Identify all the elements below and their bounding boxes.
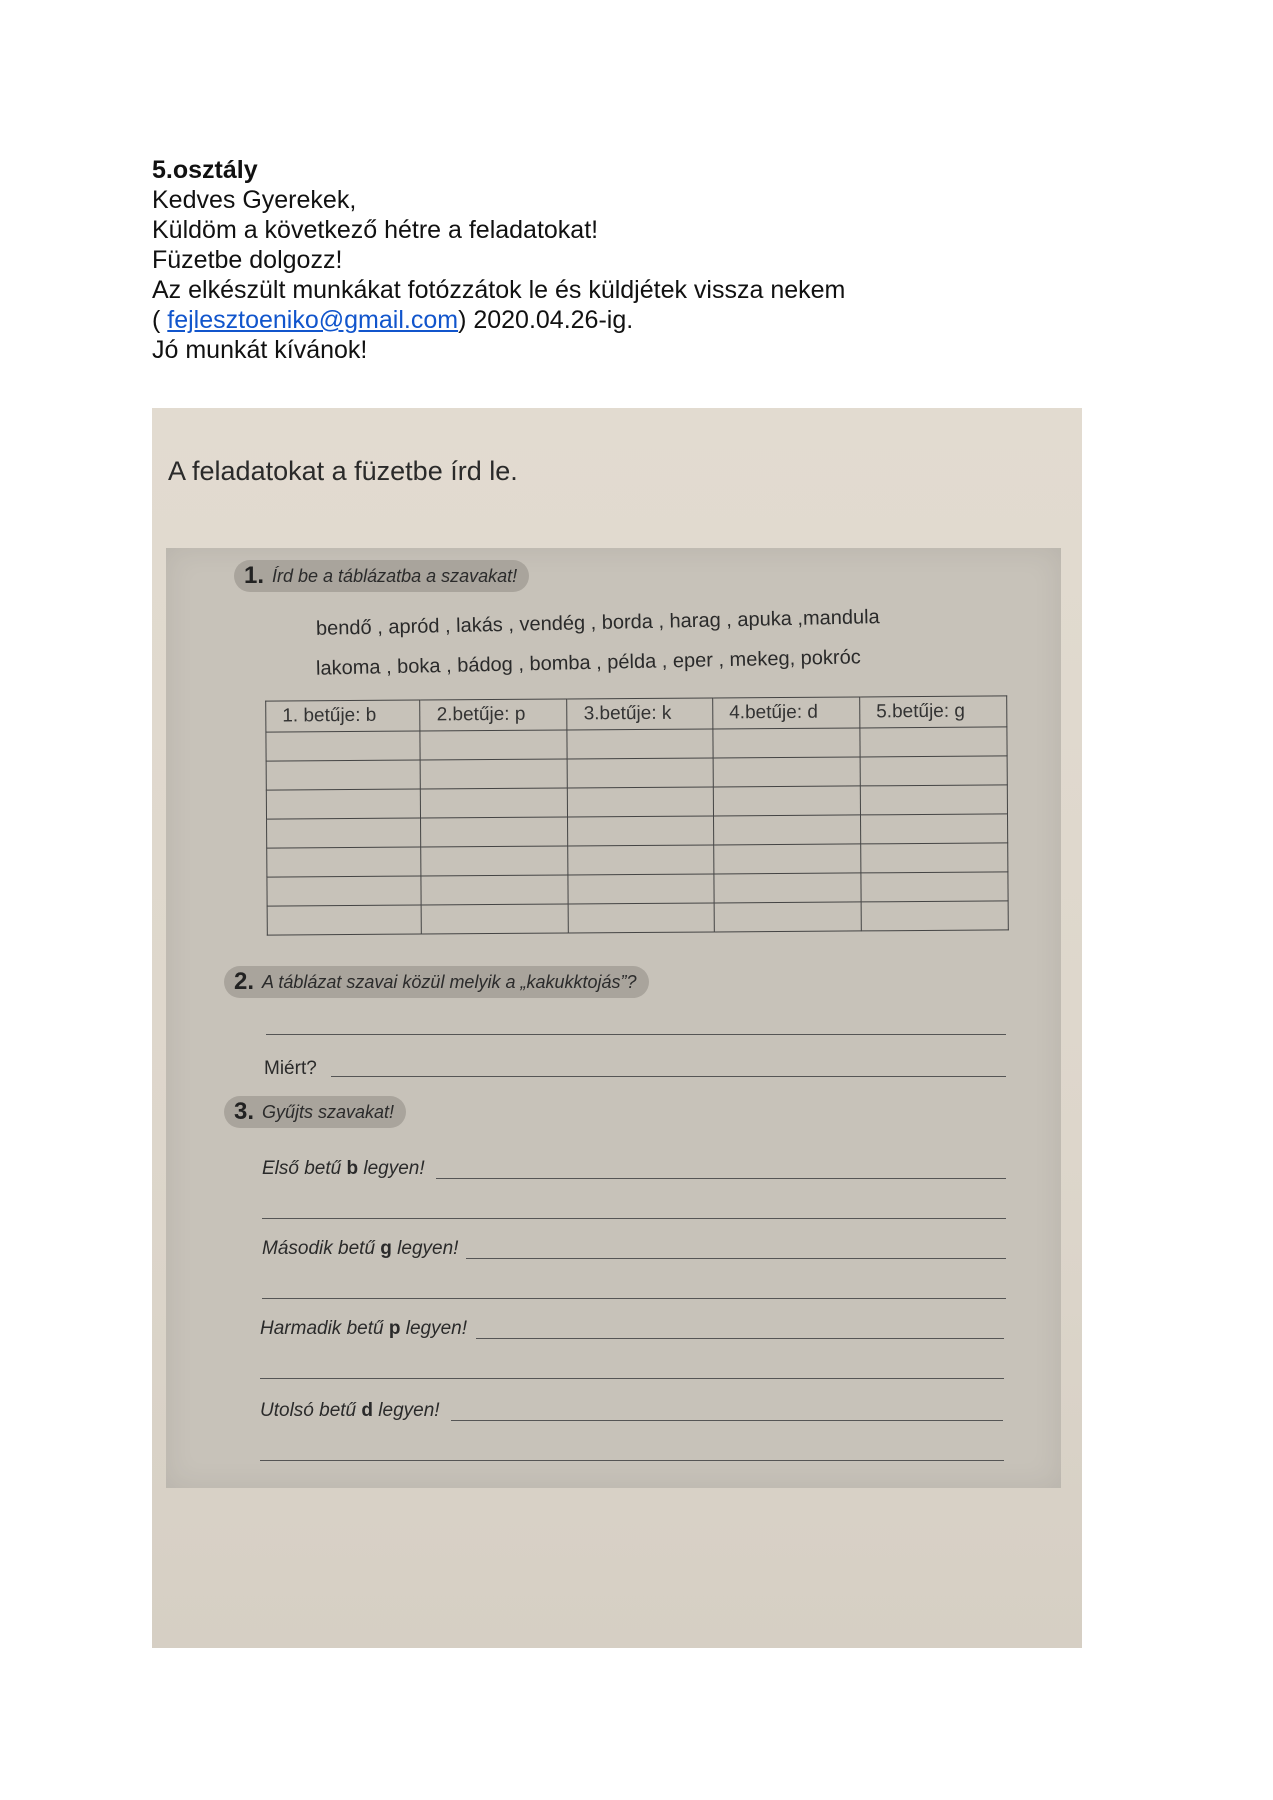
worksheet-photo [152, 408, 1082, 1648]
table-cell[interactable] [860, 814, 1007, 844]
prompt-letter: d [361, 1400, 374, 1421]
table-cell[interactable] [266, 760, 421, 790]
table-cell[interactable] [568, 816, 714, 846]
answer-line[interactable] [436, 1178, 1006, 1179]
closing: Jó munkát kívánok! [152, 336, 368, 364]
prompt-text: Harmadik betű [260, 1318, 389, 1339]
table-header-row [266, 696, 1007, 732]
table-cell[interactable] [713, 728, 860, 758]
table-cell[interactable] [860, 756, 1007, 786]
prompt-text: legyen! [373, 1400, 440, 1421]
table-cell[interactable] [713, 757, 860, 787]
prompt-text: legyen! [391, 1238, 459, 1259]
prompt-second-letter [262, 1238, 458, 1260]
answer-line[interactable] [266, 1034, 1006, 1035]
greeting: Kedves Gyerekek, [152, 186, 357, 214]
prompt-text: Második betű [262, 1238, 381, 1259]
letter-line-3: Az elkészült munkákat fotózzátok le és küldjétek vissza nekem [152, 276, 846, 304]
task1-instruction: Írd be a táblázatba a szavakat! [272, 565, 518, 586]
table-cell[interactable] [714, 873, 861, 903]
prompt-letter: p [388, 1318, 401, 1339]
task2-instruction: A táblázat szavai közül melyik a „kakukktojás”? [262, 971, 637, 992]
table-header-cell: 3.betűje: k [567, 698, 713, 730]
table-cell[interactable] [714, 844, 861, 874]
table-cell[interactable] [714, 902, 861, 932]
table-cell[interactable] [567, 758, 713, 788]
table-cell[interactable] [421, 817, 568, 847]
table-cell[interactable] [568, 874, 714, 904]
letter-text [152, 155, 952, 365]
word-table [265, 695, 1009, 935]
answer-line[interactable] [260, 1460, 1004, 1461]
letter-line-1: Küldöm a következő hétre a feladatokat! [152, 216, 599, 244]
table-cell[interactable] [860, 727, 1007, 757]
worksheet-page [166, 548, 1061, 1488]
deadline-text: ) 2020.04.26-ig. [458, 306, 634, 334]
table-cell[interactable] [267, 876, 422, 906]
table-cell[interactable] [421, 875, 568, 905]
email-open-paren: ( [152, 306, 168, 334]
table-cell[interactable] [860, 785, 1007, 815]
answer-line[interactable] [262, 1298, 1006, 1299]
task3-label [224, 1096, 406, 1128]
prompt-third-letter [260, 1318, 467, 1340]
table-cell[interactable] [568, 787, 714, 817]
answer-line[interactable] [331, 1076, 1006, 1077]
table-cell[interactable] [421, 788, 568, 818]
table-header-cell: 4.betűje: d [713, 697, 860, 729]
table-cell[interactable] [861, 872, 1008, 902]
task3-instruction: Gyűjts szavakat! [262, 1101, 395, 1122]
table-cell[interactable] [267, 905, 422, 935]
email-link[interactable]: fejlesztoeniko@gmail.com [167, 306, 459, 334]
table-cell[interactable] [421, 846, 568, 876]
task1-number: 1. [244, 562, 265, 589]
answer-line[interactable] [466, 1258, 1006, 1259]
table-cell[interactable] [267, 818, 422, 848]
task2-label [224, 966, 649, 998]
table-header-cell: 2.betűje: p [420, 699, 567, 731]
task3-number: 3. [234, 1098, 255, 1125]
answer-line[interactable] [260, 1378, 1004, 1379]
word-list-line-1: bendő , apród , lakás , vendég , borda , harag , apuka ,mandula [315, 606, 880, 640]
email-line [152, 305, 952, 335]
why-label: Miért? [264, 1058, 317, 1079]
table-cell[interactable] [420, 759, 567, 789]
table-cell[interactable] [420, 730, 567, 760]
prompt-last-letter [260, 1400, 440, 1422]
table-cell[interactable] [861, 843, 1008, 873]
table-cell[interactable] [713, 815, 860, 845]
table-cell[interactable] [568, 845, 714, 875]
prompt-letter: b [346, 1158, 359, 1179]
table-cell[interactable] [568, 903, 714, 933]
table-cell[interactable] [266, 731, 421, 761]
answer-line[interactable] [262, 1218, 1006, 1219]
table-row [267, 901, 1008, 935]
prompt-text: Első betű [262, 1158, 347, 1179]
word-list-line-2: lakoma , boka , bádog , bomba , példa , eper , mekeg, pokróc [315, 646, 861, 680]
answer-line[interactable] [476, 1338, 1004, 1339]
table-cell[interactable] [713, 786, 860, 816]
table-cell[interactable] [421, 904, 568, 934]
table-header-cell: 1. betűje: b [266, 700, 421, 732]
table-cell[interactable] [861, 901, 1008, 931]
table-header-cell: 5.betűje: g [860, 696, 1007, 728]
prompt-letter: g [380, 1238, 392, 1259]
task1-label [234, 560, 529, 592]
worksheet-title: A feladatokat a füzetbe írd le. [168, 456, 518, 486]
table-cell[interactable] [267, 847, 422, 877]
prompt-text: legyen! [358, 1158, 425, 1179]
grade-heading: 5.osztály [152, 156, 258, 184]
table-cell[interactable] [567, 729, 713, 759]
table-cell[interactable] [266, 789, 421, 819]
prompt-first-letter [262, 1158, 425, 1180]
task2-number: 2. [234, 968, 255, 995]
prompt-text: Utolsó betű [260, 1400, 362, 1421]
prompt-text: legyen! [400, 1318, 467, 1339]
answer-line[interactable] [451, 1420, 1003, 1421]
letter-line-2: Füzetbe dolgozz! [152, 246, 343, 274]
